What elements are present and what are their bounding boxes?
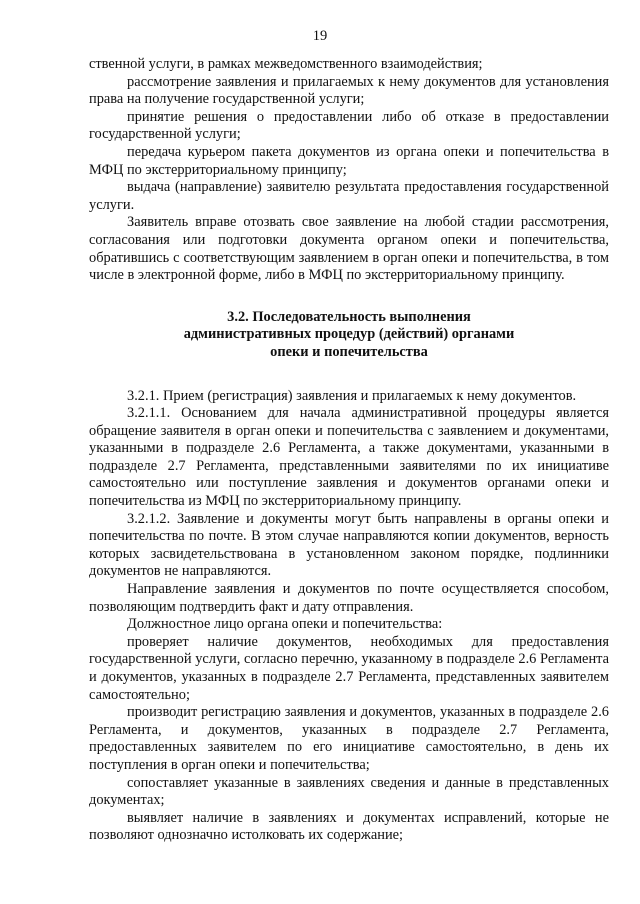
paragraph: Должностное лицо органа опеки и попечительства: [127,616,443,633]
document-body [89,56,609,845]
paragraph: передача курьером пакета документов из органа опеки и попечительства в МФЦ по экстерриториальному принципу; [89,143,609,178]
page-number: 19 [312,28,328,44]
section-heading-line: административных процедур (действий) органами [183,326,515,343]
section-heading-line: 3.2. Последовательность выполнения [227,308,471,325]
paragraph: выдача (направление) заявителю результата предоставления государственной услуги. [89,179,609,213]
section-heading [89,309,609,362]
paragraphs-after-heading [89,388,609,845]
paragraph: принятие решения о предоставлении либо об отказе в предоставлении государственной услуги; [89,108,609,143]
paragraph: Заявитель вправе отозвать свое заявление на любой стадии рассмотрения, согласования или подготовки документа органом опеки и попечительства, обратившись с соответствующим заявлением в орган опеки и попечительства, в том числе в электронной форме, либо в МФЦ по экстерриториальному принципу. [89,214,609,284]
paragraph: 3.2.1.1. Основанием для начала административной процедуры является обращение заявителя в орган опеки и попечительства с заявлением и документами, указанными в подразделе 2.6 Регламента, а также документами, указанными в подразделе 2.7 Регламента, представленными заявителями по их инициативе самостоятельно или поступление заявления и документов органами опеки и попечительства из МФЦ по экстерриториальному принципу. [89,405,609,510]
paragraph: 3.2.1. Прием (регистрация) заявления и прилагаемых к нему документов. [127,387,577,404]
paragraph: ственной услуги, в рамках межведомственного взаимодействия; [89,56,483,72]
paragraph: рассмотрение заявления и прилагаемых к нему документов для установления права на получение государственной услуги; [89,73,609,108]
paragraph: выявляет наличие в заявлениях и документах исправлений, которые не позволяют однозначно истолковать их содержание; [89,809,609,844]
section-heading-line: опеки и попечительства [270,343,428,360]
paragraph: сопоставляет указанные в заявлениях сведения и данные в представленных документах; [89,774,609,809]
paragraph: 3.2.1.2. Заявление и документы могут быть направлены в органы опеки и попечительства по почте. В этом случае направляются копии документов, верность которых засвидетельствована в установленном законом порядке, подлинники документов не направляются. [89,510,609,580]
paragraph: Направление заявления и документов по почте осуществляется способом, позволяющим подтвердить факт и дату отправления. [89,581,609,615]
paragraph: производит регистрацию заявления и документов, указанных в подразделе 2.6 Регламента, и документов, указанных в подразделе 2.7 Регламента, предоставленных заявителем по его инициативе самостоятельно, в день их поступления в орган опеки и попечительства; [89,704,609,773]
paragraph: проверяет наличие документов, необходимых для предоставления государственной услуги, согласно перечню, указанному в подразделе 2.6 Регламента и документов, указанных в подразделе 2.7 Регламента, представленных заявителем самостоятельно; [89,633,609,703]
paragraphs-before-heading [89,56,609,285]
